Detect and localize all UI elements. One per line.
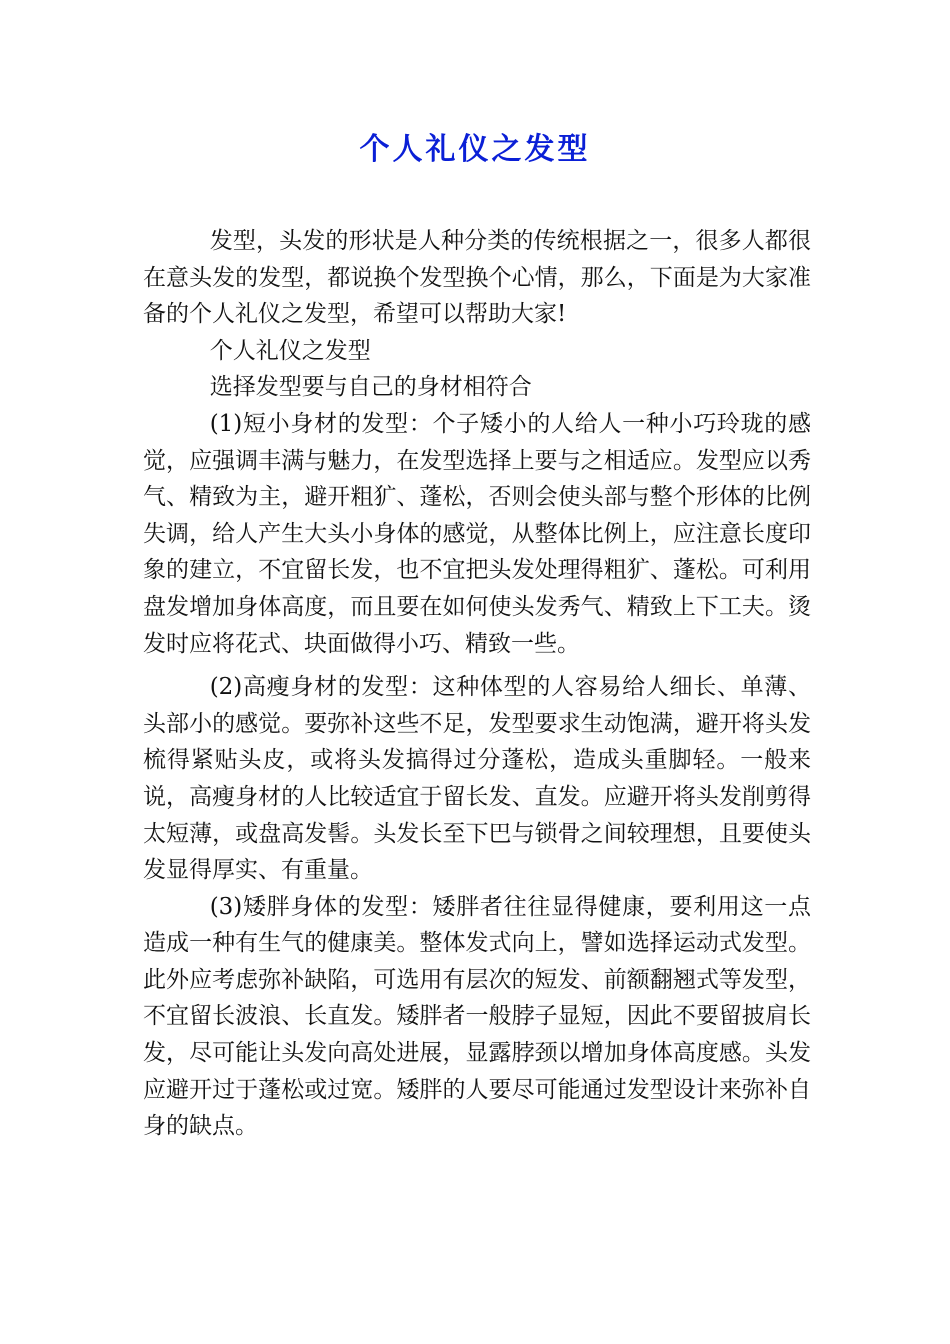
document-title: 个人礼仪之发型 [359,132,591,167]
subsection-heading: 选择发型要与自己的身材相符合 [209,374,532,401]
paragraph-tall-thin-figure: (2)高瘦身材的发型：这种体型的人容易给人细长、单薄、头部小的感觉。要弥补这些不足，发型要求生动饱满，避开将头发梳得紧贴头皮，或将头发搞得过分蓬松，造成头重脚轻。一般来说，高瘦身材的人比较适宜于留长发、直发。应避开将头发削剪得太短薄，或盘高发髻。头发长至下巴与锁骨之间较理想，且要使头发显得厚实、有重量。 [143,674,811,884]
paragraph-short-figure: (1)短小身材的发型：个子矮小的人给人一种小巧玲珑的感觉，应强调丰满与魅力，在发型选择上要与之相适应。发型应以秀气、精致为主，避开粗犷、蓬松，否则会使头部与整个形体的比例失调，给人产生大头小身体的感觉，从整体比例上，应注意长度印象的建立，不宜留长发，也不宜把头发处理得粗犷、蓬松。可利用盘发增加身体高度，而且要在如何使头发秀气、精致上下工夫。烫发时应将花式、块面做得小巧、精致一些。 [143,410,811,657]
section-heading: 个人礼仪之发型 [209,337,371,364]
paragraph-short-stout-figure: (3)矮胖身体的发型：矮胖者往往显得健康，要利用这一点造成一种有生气的健康美。整体发式向上，譬如选择运动式发型。此外应考虑弥补缺陷，可选用有层次的短发、前额翻翘式等发型，不宜留长波浪、长直发。矮胖者一般脖子显短，因此不要留披肩长发，尽可能让头发向高处进展，显露脖颈以增加身体高度感。头发应避开过于蓬松或过宽。矮胖的人要尽可能通过发型设计来弥补自身的缺点。 [143,893,811,1140]
document-body [143,223,811,1145]
intro-paragraph: 发型，头发的形状是人种分类的传统根据之一，很多人都很在意头发的发型，都说换个发型换个心情，那么，下面是为大家准备的个人礼仪之发型，希望可以帮助大家! [143,228,811,328]
